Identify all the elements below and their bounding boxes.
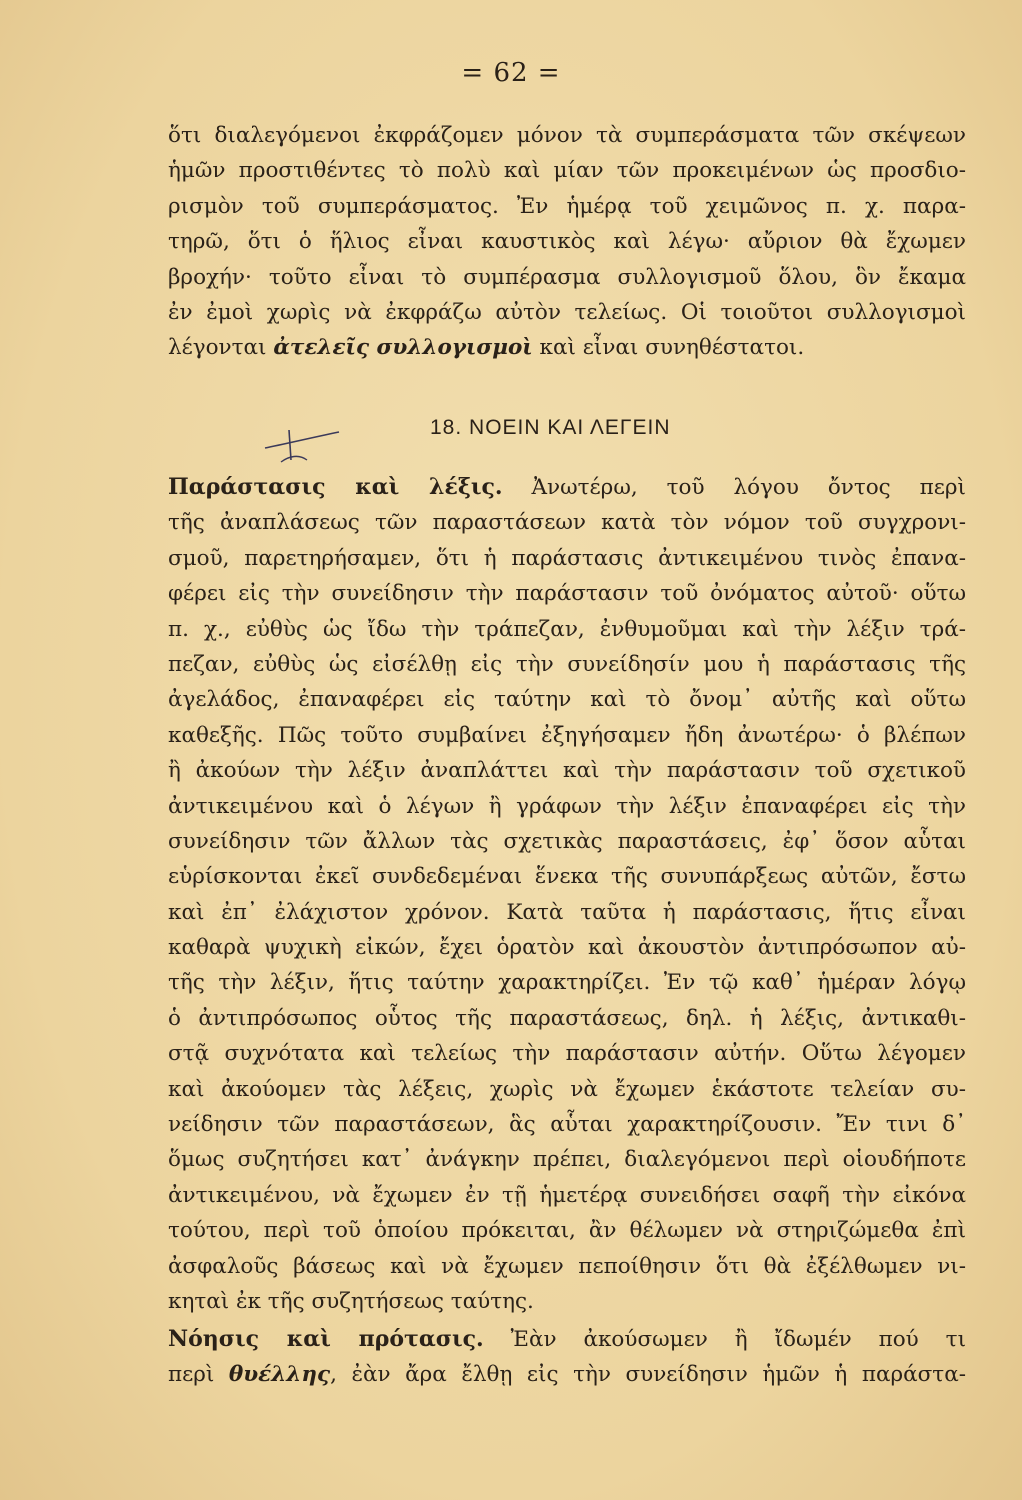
text-line: συνείδησιν τῶν ἄλλων τὰς σχετικὰς παραστάσεις, ἐφ᾽ ὅσον αὗται [168, 828, 966, 854]
section-heading: 18. ΝΟΕΙΝ ΚΑΙ ΛΕΓΕΙΝ [430, 416, 671, 439]
text-line: ἀντικειμένου, νὰ ἔχωμεν ἐν τῇ ἡμετέρᾳ συνειδήσει σαφῆ τὴν εἰκόνα [168, 1182, 966, 1208]
text-line: καὶ ἐπ᾽ ἐλάχιστον χρόνον. Κατὰ ταῦτα ἡ παράστασις, ἥτις εἶναι [168, 899, 966, 925]
text-line: τηρῶ, ὅτι ὁ ἥλιος εἶναι καυστικὸς καὶ λέγω· αὔριον θὰ ἔχωμεν [168, 229, 966, 255]
text-line: ὅμως συζητήσει κατ᾽ ἀνάγκην πρέπει, διαλεγόμενοι περὶ οἱουδήποτε [168, 1147, 966, 1173]
text-line: τούτου, περὶ τοῦ ὁποίου πρόκειται, ἂν θέλωμεν νὰ στηριζώμεθα ἐπὶ [168, 1218, 966, 1244]
text-line: ἢ ἀκούων τὴν λέξιν ἀναπλάττει καὶ τὴν παράστασιν τοῦ σχετικοῦ [168, 758, 966, 784]
text-line: εὑρίσκονται ἐκεῖ συνδεδεμέναι ἕνεκα τῆς συνυπάρξεως αὐτῶν, ἔστω [168, 864, 966, 890]
text-fragment: Ἀνωτέρω, τοῦ λόγου ὄντος περὶ [502, 475, 966, 500]
text-line: ἐν ἐμοὶ χωρὶς νὰ ἐκφράζω αὐτὸν τελείως. Οἱ τοιοῦτοι συλλογισμοὶ [168, 299, 966, 325]
page-number: = 62 = [461, 58, 561, 88]
text-line: σμοῦ, παρετηρήσαμεν, ὅτι ἡ παράστασις ἀντικειμένου τινὸς ἐπανα- [168, 545, 966, 571]
text-fragment: Ἐὰν ἀκούσωμεν ἢ ἴδωμέν πού τι [483, 1327, 967, 1352]
text-line: ἡμῶν προστιθέντες τὸ πολὺ καὶ μίαν τῶν προκειμένων ὡς προσδιο- [168, 158, 966, 184]
emphasized-term: θυέλλης [228, 1362, 331, 1388]
text-fragment: περὶ [168, 1362, 229, 1388]
text-line: στᾷ συχνότατα καὶ τελείως τὴν παράστασιν αὐτήν. Οὕτω λέγομεν [168, 1041, 966, 1067]
text-line: πεζαν, εὐθὺς ὡς εἰσέλθῃ εἰς τὴν συνείδησίν μου ἡ παράστασις τῆς [168, 651, 966, 677]
text-line [168, 1322, 966, 1357]
text-line: ἀγελάδος, ἐπαναφέρει εἰς ταύτην καὶ τὸ ὄνομ᾽ αὐτῆς καὶ οὕτω [168, 687, 966, 713]
text-fragment: , ἐὰν ἄρα ἔλθῃ εἰς τὴν συνείδησιν ἡμῶν ἡ παράστα- [330, 1362, 966, 1388]
handwritten-margin-mark [255, 420, 345, 470]
text-line: βροχήν· τοῦτο εἶναι τὸ συμπέρασμα συλλογισμοῦ ὅλου, ὃν ἔκαμα [168, 264, 966, 290]
text-line [168, 470, 966, 505]
text-line: τῆς τὴν λέξιν, ἥτις ταύτην χαρακτηρίζει. Ἐν τῷ καθ᾽ ἡμέραν λόγῳ [168, 970, 966, 996]
run-in-heading: Παράστασις καὶ λέξις. [168, 474, 503, 500]
text-line: τῆς ἀναπλάσεως τῶν παραστάσεων κατὰ τὸν νόμον τοῦ συγχρονι- [168, 510, 966, 536]
text-line: ἀντικειμένου καὶ ὁ λέγων ἢ γράφων τὴν λέξιν ἐπαναφέρει εἰς τὴν [168, 793, 966, 819]
text-line: ἀσφαλοῦς βάσεως καὶ νὰ ἔχωμεν πεποίθησιν ὅτι θὰ ἐξέλθωμεν νι- [168, 1253, 966, 1279]
text-line [168, 330, 966, 365]
emphasized-term: ἀτελεῖς συλλογισμοὶ [273, 335, 533, 361]
text-line: καὶ ἀκούομεν τὰς λέξεις, χωρὶς νὰ ἔχωμεν ἑκάστοτε τελείαν συ- [168, 1076, 966, 1102]
text-line: νείδησιν τῶν παραστάσεων, ἃς αὗται χαρακτηρίζουσιν. Ἔν τινι δ᾽ [168, 1112, 966, 1138]
text-line: ὁ ἀντιπρόσωπος οὗτος τῆς παραστάσεως, δηλ. ἡ λέξις, ἀντικαθι- [168, 1005, 966, 1031]
text-fragment: καὶ εἶναι συνηθέστατοι. [532, 335, 805, 361]
text-line: φέρει εἰς τὴν συνείδησιν τὴν παράστασιν τοῦ ὀνόματος αὐτοῦ· οὕτω [168, 581, 966, 607]
text-line: κηταὶ ἐκ τῆς συζητήσεως ταύτης. [168, 1288, 534, 1314]
text-fragment: λέγονται [168, 335, 274, 361]
paragraph-continuation [168, 118, 966, 366]
text-line: ὅτι διαλεγόμενοι ἐκφράζομεν μόνον τὰ συμπεράσματα τῶν σκέψεων [168, 123, 966, 148]
text-line: π. χ., εὐθὺς ὡς ἴδω τὴν τράπεζαν, ἐνθυμοῦμαι καὶ τὴν λέξιν τρά- [168, 616, 966, 642]
paragraph [168, 470, 966, 1319]
text-line [168, 1357, 966, 1392]
text-line: ρισμὸν τοῦ συμπεράσματος. Ἐν ἡμέρᾳ τοῦ χειμῶνος π. χ. παρα- [168, 193, 966, 219]
run-in-heading: Νόησις καὶ πρότασις. [168, 1326, 484, 1352]
text-line: καθαρὰ ψυχικὴ εἰκών, ἔχει ὁρατὸν καὶ ἀκουστὸν ἀντιπρόσωπον αὐ- [168, 935, 966, 961]
text-line: καθεξῆς. Πῶς τοῦτο συμβαίνει ἐξηγήσαμεν ἤδη ἀνωτέρω· ὁ βλέπων [168, 722, 966, 748]
paragraph [168, 1322, 966, 1393]
